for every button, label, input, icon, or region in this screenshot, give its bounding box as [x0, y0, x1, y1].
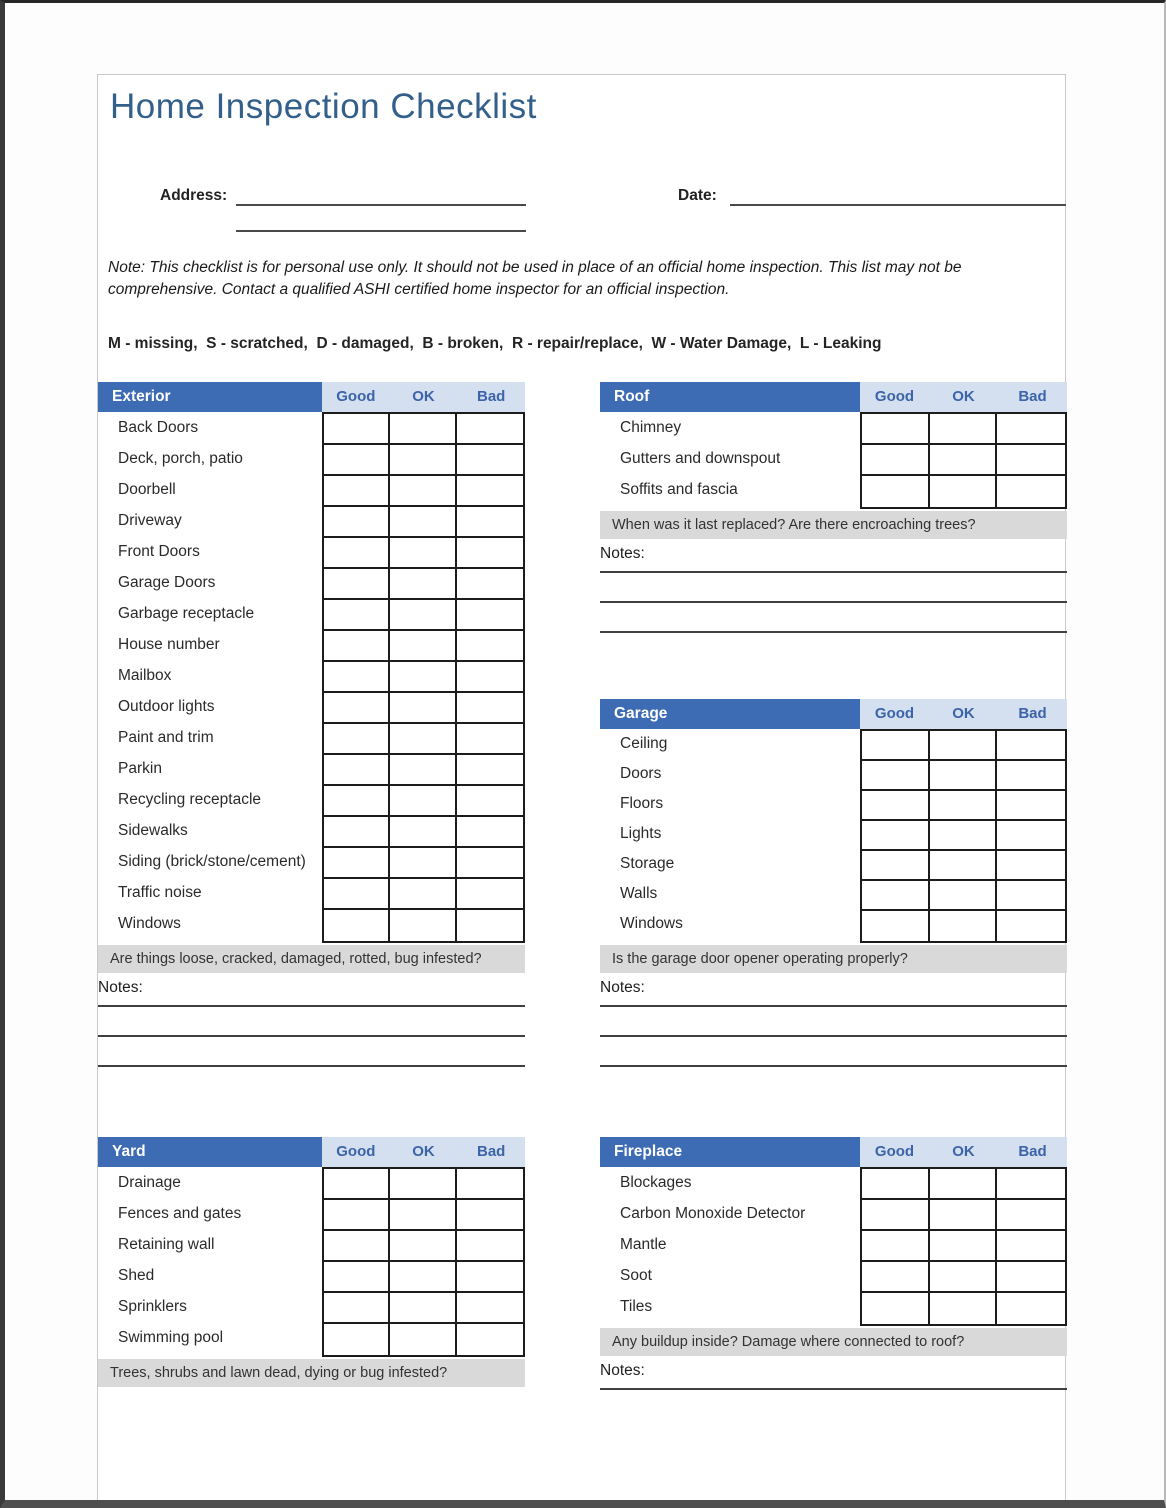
row-label: Soffits and fascia — [620, 481, 738, 498]
rating-header-label: Bad — [477, 388, 506, 405]
rating-cell[interactable] — [930, 414, 998, 445]
rating-cell[interactable] — [862, 1262, 930, 1293]
rating-cell[interactable] — [457, 631, 523, 662]
rating-cell[interactable] — [390, 538, 456, 569]
rating-header-label: Bad — [1018, 1143, 1047, 1160]
section-exterior — [98, 382, 525, 1067]
rating-cell[interactable] — [457, 600, 523, 631]
rating-cell[interactable] — [930, 1262, 998, 1293]
rating-header-label: Good — [874, 388, 915, 405]
rating-cell[interactable] — [457, 1200, 523, 1231]
rating-cell[interactable] — [390, 1262, 456, 1293]
row-label: Driveway — [118, 512, 182, 529]
rating-cell[interactable] — [324, 569, 390, 600]
rating-strip — [860, 1137, 1067, 1167]
rating-cell[interactable] — [862, 1231, 930, 1262]
rating-cell[interactable] — [997, 1200, 1065, 1231]
address-input-line-1[interactable] — [236, 180, 526, 206]
row-label: Shed — [118, 1267, 155, 1284]
rating-header-label: Good — [874, 705, 915, 722]
rating-cell[interactable] — [457, 1231, 523, 1262]
rating-cell[interactable] — [862, 1293, 930, 1324]
rating-cell[interactable] — [390, 910, 456, 941]
exterior-row-labels — [98, 412, 322, 943]
rating-cell[interactable] — [862, 791, 930, 821]
row-label: Deck, porch, patio — [118, 450, 243, 467]
note-line[interactable] — [600, 1007, 1067, 1037]
rating-cell[interactable] — [457, 693, 523, 724]
row-label: Windows — [620, 915, 683, 932]
rating-cell[interactable] — [997, 476, 1065, 507]
rating-cell[interactable] — [930, 791, 998, 821]
rating-cell[interactable] — [457, 538, 523, 569]
rating-cell[interactable] — [930, 1231, 998, 1262]
rating-cell[interactable] — [324, 817, 390, 848]
rating-cell[interactable] — [862, 851, 930, 881]
rating-cell[interactable] — [324, 879, 390, 910]
rating-strip — [860, 699, 1067, 729]
rating-cell[interactable] — [930, 476, 998, 507]
exterior-rating-grid — [322, 412, 525, 943]
rating-cell[interactable] — [390, 476, 456, 507]
rating-cell[interactable] — [997, 911, 1065, 941]
rating-cell[interactable] — [457, 724, 523, 755]
section-garage — [600, 699, 1067, 1067]
garage-question-bar: Is the garage door opener operating properly? — [600, 945, 1067, 973]
row-label: Retaining wall — [118, 1236, 215, 1253]
garage-rating-grid — [860, 729, 1067, 943]
rating-cell[interactable] — [390, 445, 456, 476]
notes-label[interactable]: Notes: — [600, 979, 1067, 1007]
rating-cell[interactable] — [457, 848, 523, 879]
rating-cell[interactable] — [862, 476, 930, 507]
rating-cell[interactable] — [457, 1262, 523, 1293]
rating-cell[interactable] — [324, 1293, 390, 1324]
section-fireplace — [600, 1137, 1067, 1390]
row-label: Drainage — [118, 1174, 181, 1191]
rating-cell[interactable] — [997, 445, 1065, 476]
row-label: Outdoor lights — [118, 698, 215, 715]
disclaimer-note: Note: This checklist is for personal use only. It should not be used in place of an official home inspection. This list may not be comprehensive. Contact a qualified ASHI certified home inspector for an official inspection. — [108, 259, 962, 298]
rating-cell[interactable] — [390, 600, 456, 631]
row-label: Sidewalks — [118, 822, 188, 839]
rating-cell[interactable] — [997, 414, 1065, 445]
row-label: Chimney — [620, 419, 682, 436]
rating-cell[interactable] — [324, 600, 390, 631]
row-label: Lights — [620, 825, 662, 842]
row-label: Garbage receptacle — [118, 605, 255, 622]
rating-cell[interactable] — [457, 569, 523, 600]
rating-cell[interactable] — [997, 1231, 1065, 1262]
row-label: Windows — [118, 915, 181, 932]
address-input-line-2[interactable] — [236, 205, 526, 232]
rating-cell[interactable] — [324, 631, 390, 662]
rating-cell[interactable] — [390, 879, 456, 910]
rating-cell[interactable] — [997, 1169, 1065, 1200]
section-roof — [600, 382, 1067, 633]
date-input-line[interactable] — [730, 180, 1066, 206]
roof-question-bar: When was it last replaced? Are there encroaching trees? — [600, 511, 1067, 539]
row-label: Floors — [620, 795, 664, 812]
garage-row-labels — [600, 729, 860, 943]
rating-cell[interactable] — [862, 821, 930, 851]
rating-header-label: OK — [952, 705, 975, 722]
rating-cell[interactable] — [862, 761, 930, 791]
row-label: Fences and gates — [118, 1205, 242, 1222]
rating-cell[interactable] — [390, 1293, 456, 1324]
row-label: Gutters and downspout — [620, 450, 781, 467]
address-label: Address: — [160, 187, 228, 204]
rating-cell[interactable] — [930, 1200, 998, 1231]
row-label: Carbon Monoxide Detector — [620, 1205, 806, 1222]
rating-cell[interactable] — [930, 1293, 998, 1324]
row-label: Back Doors — [118, 419, 199, 436]
rating-cell[interactable] — [457, 476, 523, 507]
row-label: Walls — [620, 885, 658, 902]
rating-cell[interactable] — [997, 1293, 1065, 1324]
fireplace-rating-grid — [860, 1167, 1067, 1326]
rating-cell[interactable] — [457, 507, 523, 538]
garage-notes — [600, 979, 1067, 1067]
rating-cell[interactable] — [457, 414, 523, 445]
rating-cell[interactable] — [324, 507, 390, 538]
rating-cell[interactable] — [390, 414, 456, 445]
row-label: Sprinklers — [118, 1298, 187, 1315]
notes-label[interactable]: Notes: — [98, 979, 525, 1007]
roof-notes — [600, 545, 1067, 633]
rating-cell[interactable] — [457, 879, 523, 910]
rating-cell[interactable] — [324, 724, 390, 755]
rating-cell[interactable] — [324, 476, 390, 507]
rating-cell[interactable] — [997, 731, 1065, 761]
row-label: Mantle — [620, 1236, 667, 1253]
rating-cell[interactable] — [390, 724, 456, 755]
rating-cell[interactable] — [930, 761, 998, 791]
notes-label[interactable]: Notes: — [600, 545, 1067, 573]
fireplace-row-labels — [600, 1167, 860, 1326]
roof-rating-grid — [860, 412, 1067, 509]
exterior-question-bar: Are things loose, cracked, damaged, rotted, bug infested? — [98, 945, 525, 973]
rating-header-label: OK — [952, 1143, 975, 1160]
rating-cell[interactable] — [324, 848, 390, 879]
rating-cell[interactable] — [997, 761, 1065, 791]
rating-strip — [322, 382, 525, 412]
rating-strip — [322, 1137, 525, 1167]
rating-cell[interactable] — [324, 1169, 390, 1200]
exterior-notes — [98, 979, 525, 1067]
fireplace-notes — [600, 1362, 1067, 1390]
rating-cell[interactable] — [324, 445, 390, 476]
roof-row-labels — [600, 412, 860, 509]
rating-header-label: Good — [874, 1143, 915, 1160]
rating-cell[interactable] — [390, 1231, 456, 1262]
rating-cell[interactable] — [457, 1169, 523, 1200]
row-label: Traffic noise — [118, 884, 202, 901]
rating-cell[interactable] — [324, 1231, 390, 1262]
rating-cell[interactable] — [390, 1169, 456, 1200]
rating-cell[interactable] — [390, 1200, 456, 1231]
row-label: Siding (brick/stone/cement) — [118, 853, 306, 870]
rating-cell[interactable] — [324, 786, 390, 817]
note-line[interactable] — [98, 1037, 525, 1067]
rating-cell[interactable] — [930, 911, 998, 941]
rating-cell[interactable] — [390, 848, 456, 879]
rating-cell[interactable] — [997, 1262, 1065, 1293]
rating-cell[interactable] — [324, 755, 390, 786]
row-label: Garage Doors — [118, 574, 216, 591]
rating-cell[interactable] — [390, 631, 456, 662]
rating-cell[interactable] — [390, 693, 456, 724]
roof-header — [600, 382, 1067, 412]
rating-header-label: Good — [336, 388, 376, 405]
rating-header-label: OK — [412, 388, 435, 405]
rating-cell[interactable] — [324, 1262, 390, 1293]
exterior-title-bar: Exterior — [98, 382, 322, 412]
fireplace-question-bar: Any buildup inside? Damage where connected to roof? — [600, 1328, 1067, 1356]
rating-cell[interactable] — [930, 821, 998, 851]
rating-cell[interactable] — [862, 1169, 930, 1200]
rating-cell[interactable] — [930, 1169, 998, 1200]
rating-cell[interactable] — [324, 910, 390, 941]
row-label: Ceiling — [620, 735, 668, 752]
row-label: Tiles — [620, 1298, 653, 1315]
row-label: Front Doors — [118, 543, 200, 560]
rating-cell[interactable] — [997, 791, 1065, 821]
row-label: Blockages — [620, 1174, 692, 1191]
rating-header-label: Good — [336, 1143, 376, 1160]
note-line[interactable] — [600, 603, 1067, 633]
yard-header — [98, 1137, 525, 1167]
note-line[interactable] — [98, 1007, 525, 1037]
rating-strip — [860, 382, 1067, 412]
rating-header-label: Bad — [1018, 388, 1047, 405]
rating-cell[interactable] — [997, 821, 1065, 851]
rating-cell[interactable] — [930, 731, 998, 761]
date-label: Date: — [678, 187, 717, 204]
rating-header-label: OK — [952, 388, 975, 405]
rating-cell[interactable] — [457, 910, 523, 941]
garage-title-bar: Garage — [600, 699, 860, 729]
roof-title-bar: Roof — [600, 382, 860, 412]
row-label: Storage — [620, 855, 675, 872]
rating-cell[interactable] — [390, 1324, 456, 1355]
row-label: Soot — [620, 1267, 652, 1284]
rating-cell[interactable] — [457, 817, 523, 848]
rating-header-label: Bad — [1018, 705, 1047, 722]
rating-cell[interactable] — [457, 755, 523, 786]
rating-header-label: OK — [412, 1143, 435, 1160]
rating-cell[interactable] — [997, 881, 1065, 911]
row-label: Recycling receptacle — [118, 791, 262, 808]
rating-header-label: Bad — [477, 1143, 506, 1160]
row-label: Paint and trim — [118, 729, 214, 746]
row-label: Parkin — [118, 760, 162, 777]
fireplace-title-bar: Fireplace — [600, 1137, 860, 1167]
garage-header — [600, 699, 1067, 729]
rating-cell[interactable] — [324, 1324, 390, 1355]
rating-cell[interactable] — [930, 881, 998, 911]
row-label: Swimming pool — [118, 1329, 224, 1346]
notes-label[interactable]: Notes: — [600, 1362, 1067, 1390]
rating-cell[interactable] — [324, 414, 390, 445]
exterior-header — [98, 382, 525, 412]
rating-cell[interactable] — [930, 445, 998, 476]
row-label: Doors — [620, 765, 662, 782]
rating-cell[interactable] — [457, 662, 523, 693]
row-label: Mailbox — [118, 667, 172, 684]
rating-cell[interactable] — [324, 1200, 390, 1231]
rating-cell[interactable] — [390, 569, 456, 600]
rating-cell[interactable] — [390, 817, 456, 848]
yard-rating-grid — [322, 1167, 525, 1357]
row-label: Doorbell — [118, 481, 176, 498]
rating-cell[interactable] — [390, 755, 456, 786]
section-yard — [98, 1137, 525, 1387]
rating-cell[interactable] — [324, 662, 390, 693]
rating-cell[interactable] — [324, 693, 390, 724]
yard-row-labels — [98, 1167, 322, 1357]
checklist-sheet — [97, 74, 1066, 1508]
note-line[interactable] — [600, 1037, 1067, 1067]
abbreviation-legend: M - missing, S - scratched, D - damaged, B - broken, R - repair/replace, W - Water Damage, L - Leaking — [108, 335, 882, 352]
rating-cell[interactable] — [862, 445, 930, 476]
rating-cell[interactable] — [930, 851, 998, 881]
rating-cell[interactable] — [457, 445, 523, 476]
note-line[interactable] — [600, 573, 1067, 603]
rating-cell[interactable] — [457, 786, 523, 817]
yard-title-bar: Yard — [98, 1137, 322, 1167]
rating-cell[interactable] — [862, 731, 930, 761]
rating-cell[interactable] — [862, 911, 930, 941]
rating-cell[interactable] — [324, 538, 390, 569]
yard-question-bar: Trees, shrubs and lawn dead, dying or bug infested? — [98, 1359, 525, 1387]
rating-cell[interactable] — [390, 786, 456, 817]
rating-cell[interactable] — [862, 881, 930, 911]
row-label: House number — [118, 636, 220, 653]
rating-cell[interactable] — [457, 1324, 523, 1355]
rating-cell[interactable] — [997, 851, 1065, 881]
rating-cell[interactable] — [390, 662, 456, 693]
rating-cell[interactable] — [862, 414, 930, 445]
rating-cell[interactable] — [457, 1293, 523, 1324]
fireplace-header — [600, 1137, 1067, 1167]
rating-cell[interactable] — [390, 507, 456, 538]
rating-cell[interactable] — [862, 1200, 930, 1231]
page-title: Home Inspection Checklist — [110, 87, 537, 126]
